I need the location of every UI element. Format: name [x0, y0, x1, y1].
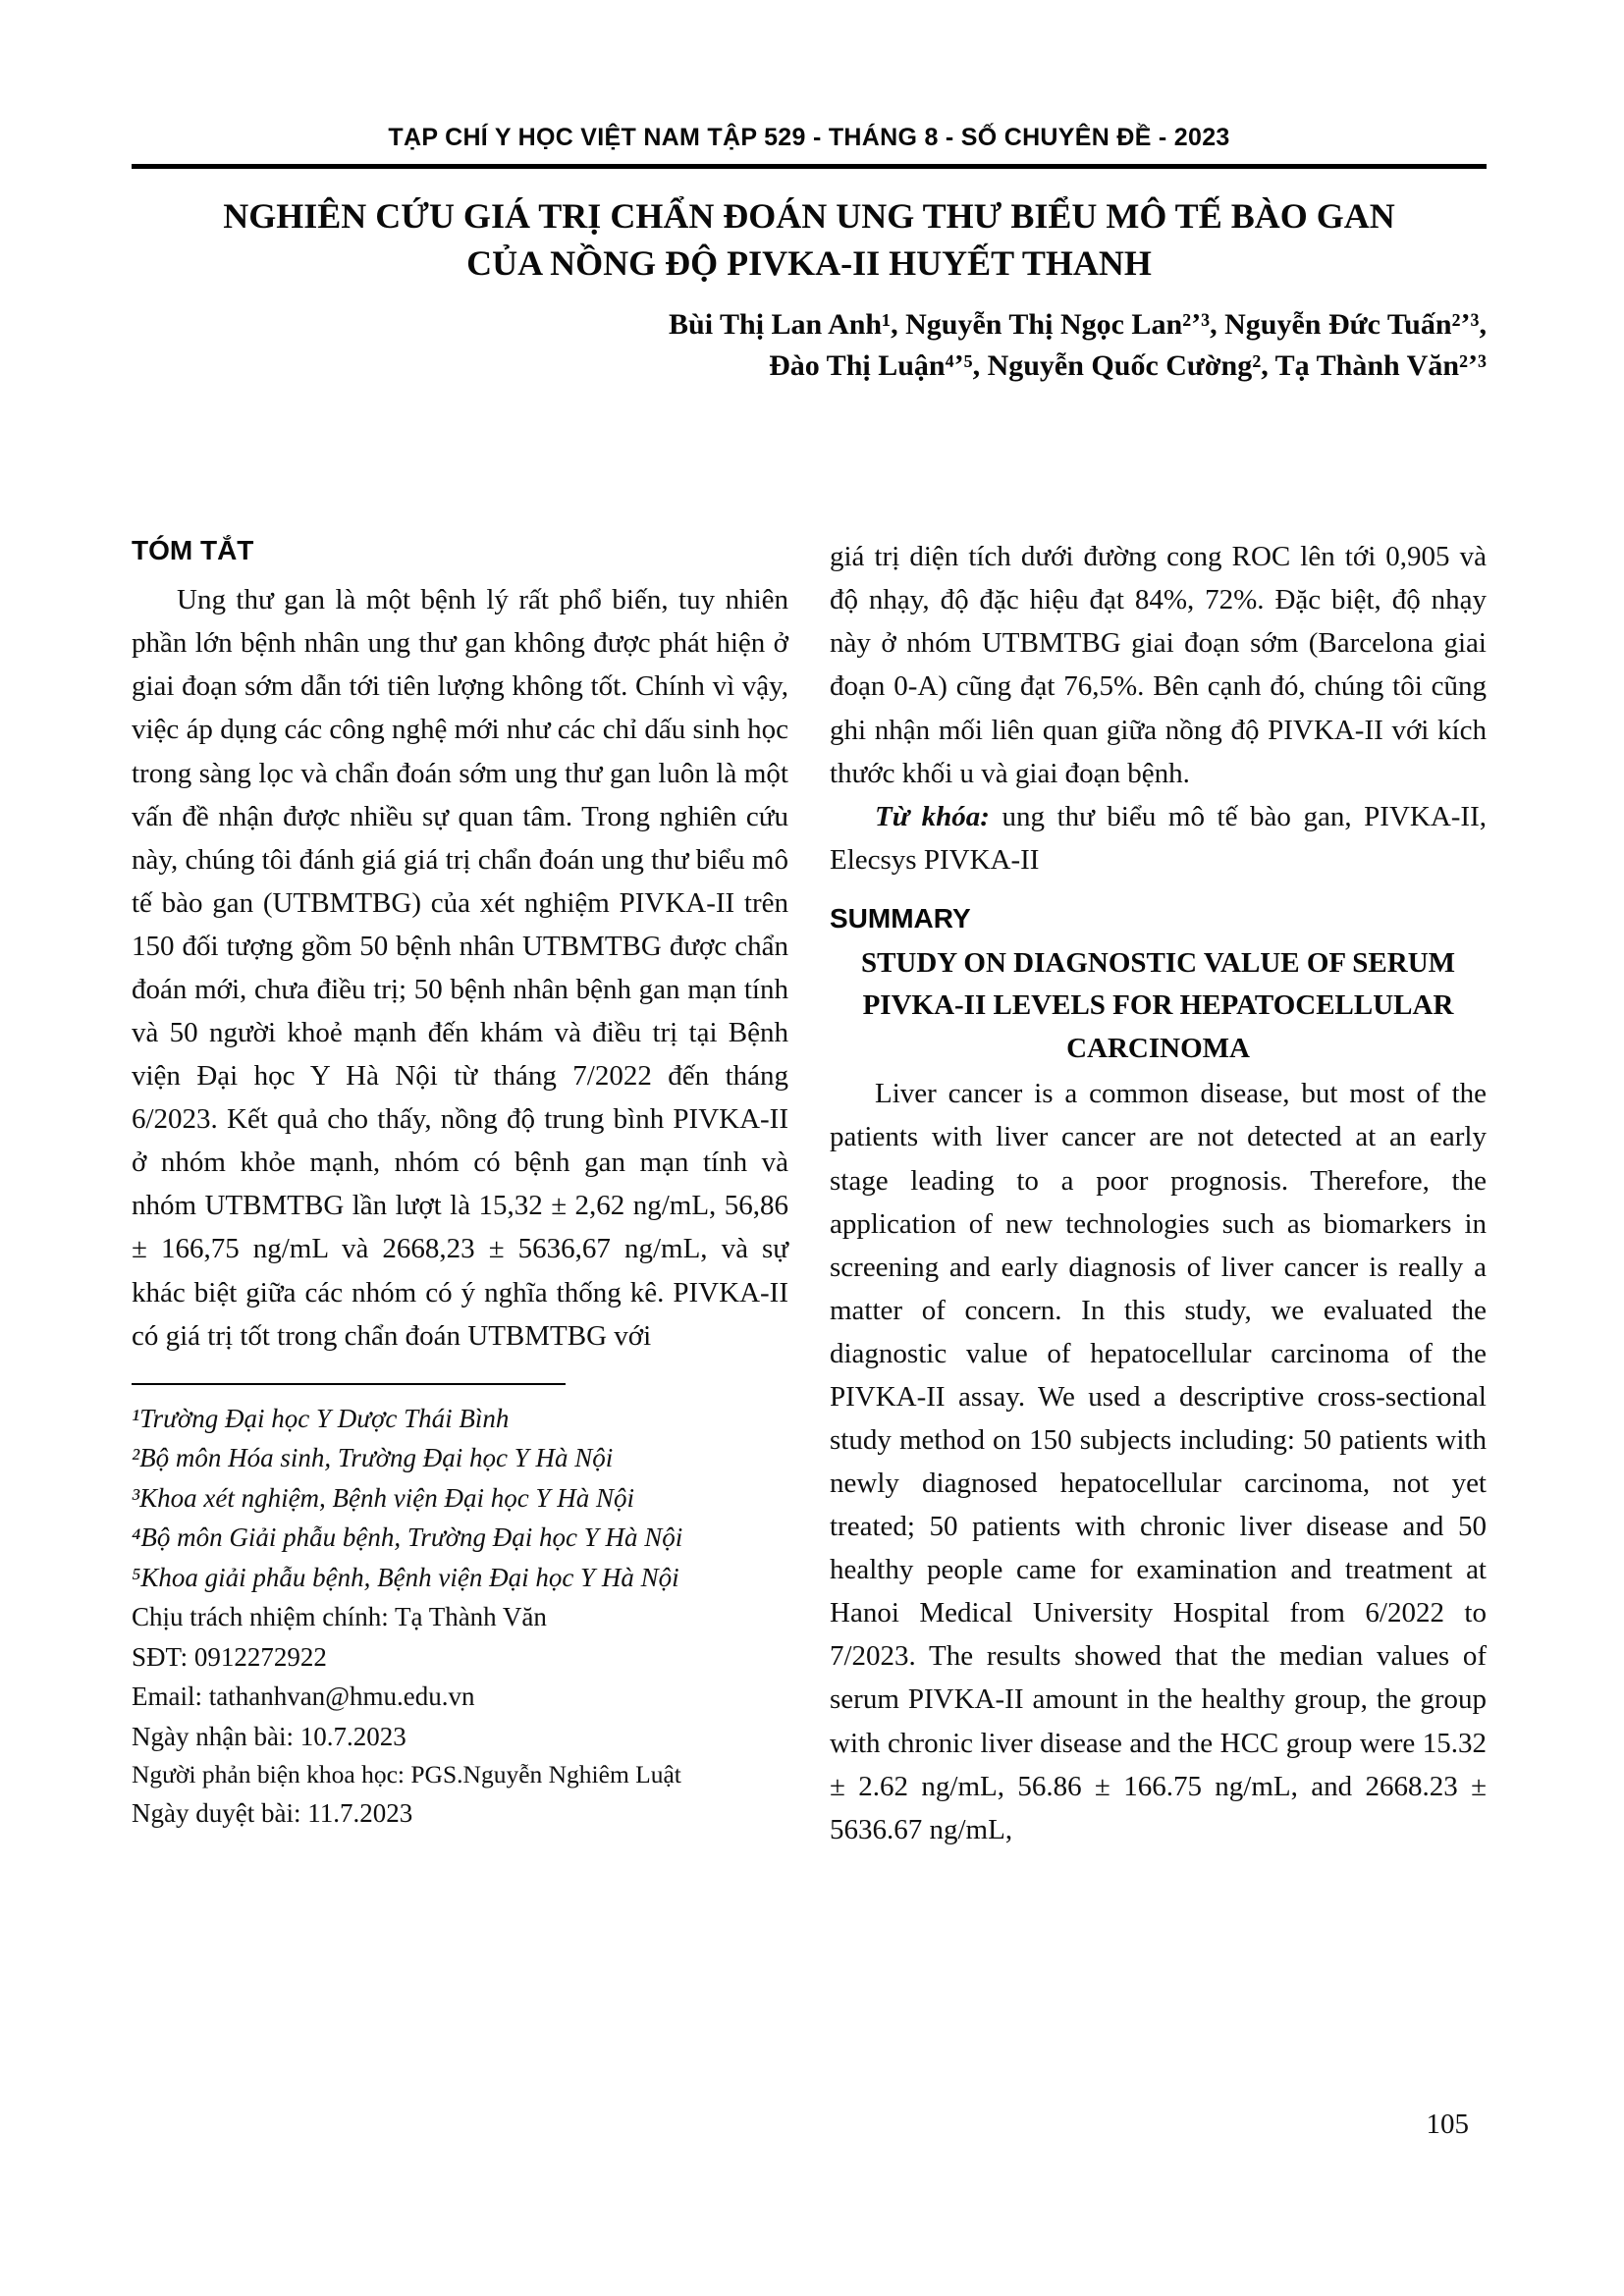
author-line-2: Đào Thị Luận⁴ʼ⁵, Nguyễn Quốc Cường², Tạ Thành Văn²ʼ³: [769, 348, 1487, 382]
article-title: [132, 192, 1487, 287]
footnote-phone: SĐT: 0912272922: [132, 1641, 327, 1672]
header-rule: [132, 164, 1487, 169]
footnote-block: [132, 1383, 788, 1834]
footnote-received-date: Ngày nhận bài: 10.7.2023: [132, 1721, 406, 1751]
article-title-line-2: CỦA NỒNG ĐỘ PIVKA-II HUYẾT THANH: [466, 243, 1152, 284]
summary-paragraph: Liver cancer is a common disease, but most of the patients with liver cancer are not detected at an early stage leading to a poor prognosis. Therefore, the application of new technologies such as biomarkers in screening and early diagnosis of liver cancer is really a matter of concern. In this study, we evaluated the diagnostic value of hepatocellular carcinoma of the PIVKA-II assay. We used a descriptive cross-sectional study method on 150 subjects including: 50 patients with newly diagnosed hepatocellular carcinoma, not yet treated; 50 patients with chronic liver disease and 50 healthy people came for examination and treatment at Hanoi Medical University Hospital from 6/2022 to 7/2023. The results showed that the median values of serum PIVKA-II amount in the healthy group, the group with chronic liver disease and the HCC group were 15.32 ± 2.62 ng/mL, 56.86 ± 166.75 ng/mL, and 2668.23 ± 5636.67 ng/mL,: [830, 1078, 1487, 1845]
summary-title: STUDY ON DIAGNOSTIC VALUE OF SERUM PIVKA-II LEVELS FOR HEPATOCELLULAR CARCINOMA: [860, 946, 1456, 1064]
footnote-accepted-date: Ngày duyệt bài: 11.7.2023: [132, 1798, 413, 1829]
left-column: [132, 535, 788, 1851]
abstract-heading: TÓM TẮT: [132, 535, 254, 566]
keywords-label: Từ khóa:: [875, 800, 990, 832]
footnote-affiliation-3: ³Khoa xét nghiệm, Bệnh viện Đại học Y Hà Nội: [132, 1482, 635, 1513]
keywords-line: [830, 795, 1487, 881]
footnote-reviewer: Người phản biện khoa học: PGS.Nguyễn Nghiêm Luật: [132, 1760, 681, 1789]
journal-header-text: TẠP CHÍ Y HỌC VIỆT NAM TẬP 529 - THÁNG 8 - SỐ CHUYÊN ĐỀ - 2023: [388, 124, 1230, 151]
abstract-paragraph: Ung thư gan là một bệnh lý rất phổ biến, tuy nhiên phần lớn bệnh nhân ung thư gan không được phát hiện ở giai đoạn sớm dẫn tới tiên lượng không tốt. Chính vì vậy, việc áp dụng các công nghệ mới như các chỉ dấu sinh học trong sàng lọc và chẩn đoán sớm ung thư gan luôn là một vấn đề nhận được nhiều sự quan tâm. Trong nghiên cứu này, chúng tôi đánh giá giá trị chẩn đoán ung thư biểu mô tế bào gan (UTBMTBG) của xét nghiệm PIVKA-II trên 150 đối tượng gồm 50 bệnh nhân UTBMTBG được chẩn đoán mới, chưa điều trị; 50 bệnh nhân bệnh gan mạn tính và 50 người khoẻ mạnh đến khám và điều trị tại Bệnh viện Đại học Y Hà Nội từ tháng 7/2022 đến tháng 6/2023. Kết quả cho thấy, nồng độ trung bình PIVKA-II ở nhóm khỏe mạnh, nhóm có bệnh gan mạn tính và nhóm UTBMTBG lần lượt là 15,32 ± 2,62 ng/mL, 56,86 ± 166,75 ng/mL và 2668,23 ± 5636,67 ng/mL, và sự khác biệt giữa các nhóm có ý nghĩa thống kê. PIVKA-II có giá trị tốt trong chẩn đoán UTBMTBG với: [132, 584, 788, 1352]
author-list: [132, 304, 1487, 386]
footnote-affiliation-5: ⁵Khoa giải phẫu bệnh, Bệnh viện Đại học Y Hà Nội: [132, 1562, 679, 1592]
footnote-corresponding-author: Chịu trách nhiệm chính: Tạ Thành Văn: [132, 1602, 547, 1632]
summary-heading: SUMMARY: [830, 902, 971, 934]
footnote-affiliation-4: ⁴Bộ môn Giải phẫu bệnh, Trường Đại học Y Hà Nội: [132, 1522, 683, 1553]
article-title-line-1: NGHIÊN CỨU GIÁ TRỊ CHẨN ĐOÁN UNG THƯ BIỂU MÔ TẾ BÀO GAN: [223, 196, 1395, 236]
keywords-text: ung thư biểu mô tế bào gan, PIVKA-II, Elecsys PIVKA-II: [830, 800, 1487, 876]
right-column: [830, 535, 1487, 1851]
footnote-affiliation-2: ²Bộ môn Hóa sinh, Trường Đại học Y Hà Nội: [132, 1443, 614, 1473]
two-column-body: [132, 535, 1487, 1851]
page-number: 105: [1426, 2109, 1469, 2140]
footnote-separator: [132, 1383, 566, 1385]
abstract-continuation-paragraph: giá trị diện tích dưới đường cong ROC lên tới 0,905 và độ nhạy, độ đặc hiệu đạt 84%, 72%. Đặc biệt, độ nhạy này ở nhóm UTBMTBG giai đoạn sớm (Barcelona giai đoạn 0-A) cũng đạt 76,5%. Bên cạnh đó, chúng tôi cũng ghi nhận mối liên quan giữa nồng độ PIVKA-II với kích thước khối u và giai đoạn bệnh.: [830, 541, 1487, 789]
footnote-affiliation-1: ¹Trường Đại học Y Dược Thái Bình: [132, 1403, 510, 1433]
author-line-1: Bùi Thị Lan Anh¹, Nguyễn Thị Ngọc Lan²ʼ³, Nguyễn Đức Tuấn²ʼ³,: [669, 308, 1487, 342]
footnote-email: Email: tathanhvan@hmu.edu.vn: [132, 1682, 475, 1712]
journal-header: [132, 124, 1487, 169]
